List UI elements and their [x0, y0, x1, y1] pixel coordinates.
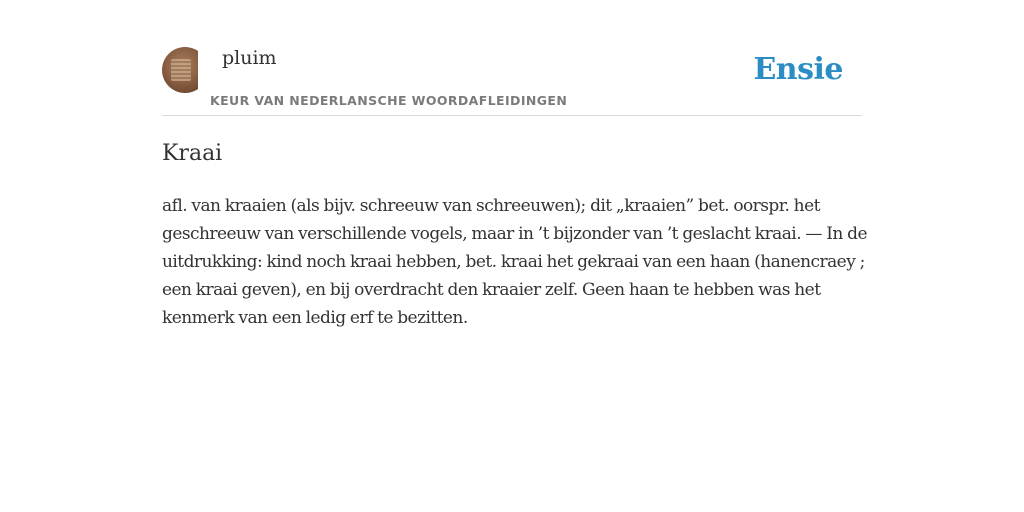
source-label: KEUR VAN NEDERLANSCHE WOORDAFLEIDINGEN [210, 93, 568, 108]
definition-text: afl. van kraaien (als bijv. schreeuw van schreeuwen); dit „kraaien” bet. oorspr. het geschreeuw van verschillende vogels, maar in ’t bijzonder van ’t geslacht kraai. — In de uitdrukking: kind noch kraai hebben, bet. kraai het gekraai van een haan (hanencraey ; een kraai geven), en bij overdracht den kraaier zelf. Geen haan te hebben was het kenmerk van een ledig erf te bezitten. [162, 196, 867, 328]
brand-logo[interactable]: Ensie [753, 52, 843, 87]
avatar[interactable] [162, 47, 208, 93]
divider [162, 115, 862, 116]
author-name[interactable]: pluim [222, 47, 277, 69]
headword: Kraai [162, 141, 223, 166]
book-cover-image [171, 59, 191, 81]
